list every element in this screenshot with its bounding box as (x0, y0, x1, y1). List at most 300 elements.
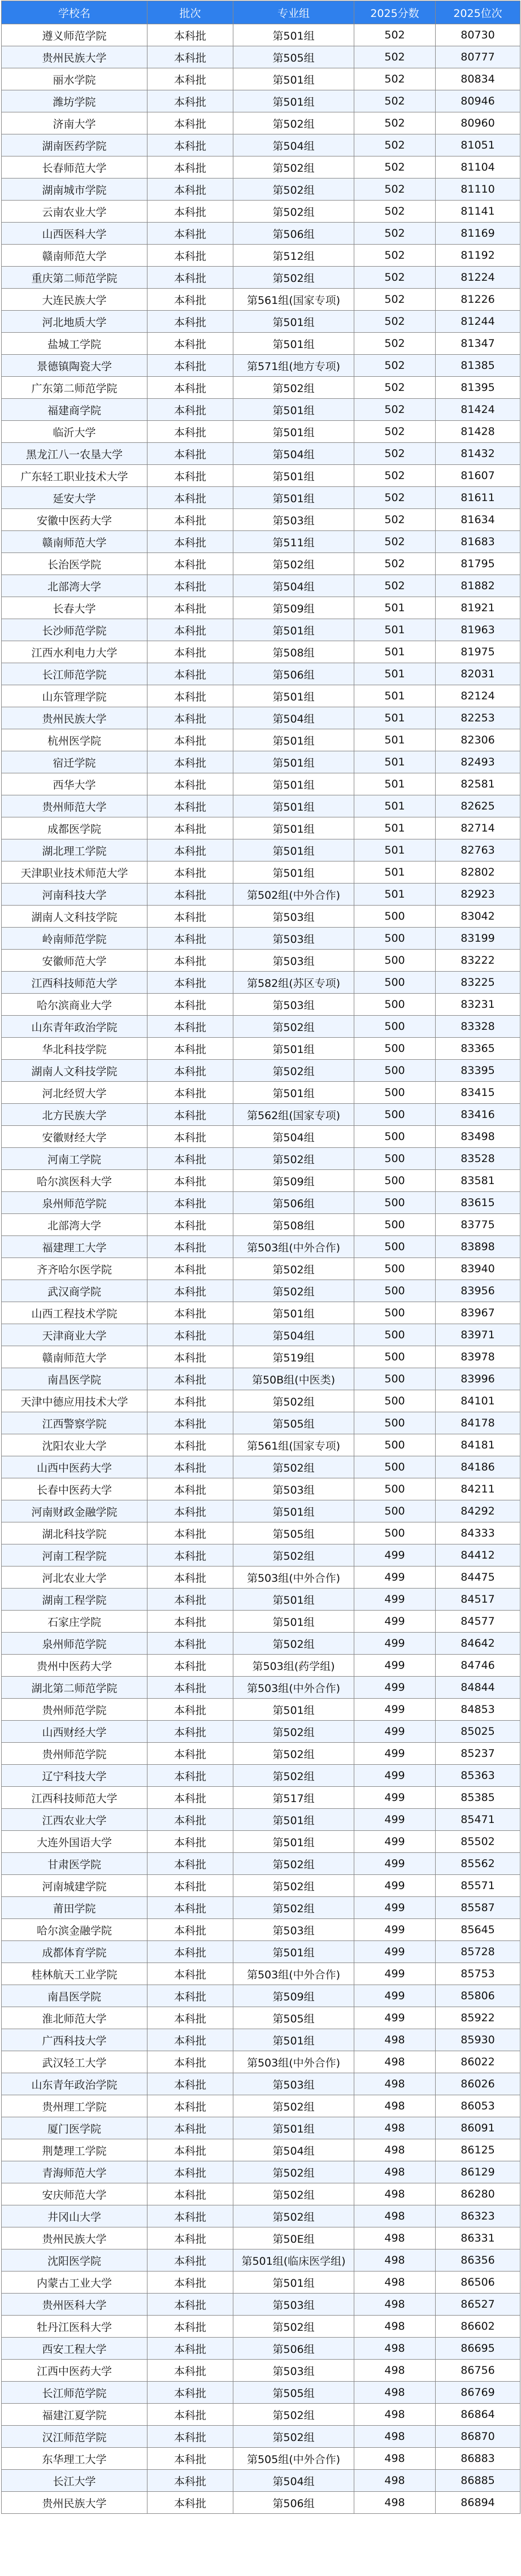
table-row (2, 773, 520, 795)
major-group-cell: 第503组 (233, 994, 354, 1016)
batch-cell: 本科批 (147, 906, 233, 928)
school-name-cell: 临沂大学 (2, 421, 147, 443)
score-cell: 502 (354, 112, 436, 134)
major-group-cell: 第501组 (233, 311, 354, 333)
batch-cell: 本科批 (147, 2272, 233, 2294)
rank-cell: 81141 (436, 201, 520, 223)
school-name-cell: 广西科技大学 (2, 2029, 147, 2051)
school-name-cell: 荆楚理工学院 (2, 2139, 147, 2161)
school-name-cell: 遵义师范学院 (2, 24, 147, 46)
table-row (2, 2382, 520, 2404)
batch-cell: 本科批 (147, 421, 233, 443)
batch-cell: 本科批 (147, 399, 233, 421)
school-name-cell: 江西科技师范大学 (2, 972, 147, 994)
major-group-cell: 第504组 (233, 575, 354, 597)
batch-cell: 本科批 (147, 1853, 233, 1875)
major-group-cell: 第502组 (233, 1148, 354, 1170)
batch-cell: 本科批 (147, 751, 233, 773)
rank-cell: 82923 (436, 884, 520, 906)
rank-cell: 86885 (436, 2470, 520, 2492)
score-cell: 498 (354, 2073, 436, 2095)
major-group-cell: 第502组 (233, 2316, 354, 2338)
table-row (2, 1368, 520, 1390)
table-row (2, 1809, 520, 1831)
school-name-cell: 长江师范学院 (2, 663, 147, 685)
table-row (2, 1699, 520, 1721)
score-cell: 500 (354, 1170, 436, 1192)
batch-cell: 本科批 (147, 1258, 233, 1280)
table-row (2, 465, 520, 487)
major-group-cell: 第501组 (233, 487, 354, 509)
table-row (2, 928, 520, 950)
rank-cell: 85806 (436, 1985, 520, 2007)
rank-cell: 82763 (436, 839, 520, 861)
major-group-cell: 第501组 (233, 817, 354, 839)
major-group-cell: 第502组 (233, 112, 354, 134)
batch-cell: 本科批 (147, 2205, 233, 2227)
major-group-cell: 第503组 (233, 906, 354, 928)
major-group-cell: 第502组 (233, 1280, 354, 1302)
school-name-cell: 岭南师范学院 (2, 928, 147, 950)
batch-cell: 本科批 (147, 553, 233, 575)
batch-cell: 本科批 (147, 333, 233, 355)
table-row (2, 1677, 520, 1699)
batch-cell: 本科批 (147, 112, 233, 134)
batch-cell: 本科批 (147, 1567, 233, 1589)
rank-cell: 82124 (436, 685, 520, 707)
school-name-cell: 厦门医学院 (2, 2117, 147, 2139)
batch-cell: 本科批 (147, 773, 233, 795)
rank-cell: 84412 (436, 1544, 520, 1567)
major-group-cell: 第505组 (233, 2007, 354, 2029)
rank-cell: 81051 (436, 134, 520, 156)
major-group-cell: 第501组 (233, 1082, 354, 1104)
table-row (2, 1082, 520, 1104)
table-row (2, 2492, 520, 2514)
table-row (2, 1038, 520, 1060)
batch-cell: 本科批 (147, 1302, 233, 1324)
batch-cell: 本科批 (147, 465, 233, 487)
score-cell: 500 (354, 1236, 436, 1258)
score-cell: 500 (354, 1214, 436, 1236)
rank-cell: 84475 (436, 1567, 520, 1589)
table-row (2, 443, 520, 465)
school-name-cell: 丽水学院 (2, 68, 147, 90)
rank-cell: 82714 (436, 817, 520, 839)
school-name-cell: 山东青年政治学院 (2, 2073, 147, 2095)
table-row (2, 223, 520, 245)
school-name-cell: 哈尔滨金融学院 (2, 1919, 147, 1941)
table-row (2, 2029, 520, 2051)
school-name-cell: 重庆第二师范学院 (2, 267, 147, 289)
school-name-cell: 长沙师范学院 (2, 619, 147, 641)
major-group-cell: 第503组(中外合作) (233, 1567, 354, 1589)
major-group-cell: 第503组(中外合作) (233, 1677, 354, 1699)
rank-cell: 85025 (436, 1721, 520, 1743)
batch-cell: 本科批 (147, 289, 233, 311)
table-row (2, 663, 520, 685)
table-row (2, 597, 520, 619)
major-group-cell: 第561组(国家专项) (233, 1434, 354, 1456)
score-cell: 502 (354, 156, 436, 179)
batch-cell: 本科批 (147, 575, 233, 597)
header-school: 学校名 (2, 1, 147, 24)
rank-cell: 84333 (436, 1522, 520, 1544)
school-name-cell: 北方民族大学 (2, 1104, 147, 1126)
school-name-cell: 河北农业大学 (2, 1567, 147, 1589)
school-name-cell: 长春中医药大学 (2, 1478, 147, 1500)
school-name-cell: 山东管理学院 (2, 685, 147, 707)
score-cell: 499 (354, 1919, 436, 1941)
major-group-cell: 第502组 (233, 179, 354, 201)
school-name-cell: 贵州师范大学 (2, 795, 147, 817)
score-cell: 501 (354, 817, 436, 839)
rank-cell: 86022 (436, 2051, 520, 2073)
score-cell: 500 (354, 1302, 436, 1324)
major-group-cell: 第501组 (233, 619, 354, 641)
major-group-cell: 第502组 (233, 1875, 354, 1897)
school-name-cell: 甘肃医学院 (2, 1853, 147, 1875)
score-cell: 499 (354, 1633, 436, 1655)
major-group-cell: 第506组 (233, 663, 354, 685)
rank-cell: 80834 (436, 68, 520, 90)
rank-cell: 83967 (436, 1302, 520, 1324)
major-group-cell: 第505组(中外合作) (233, 2448, 354, 2470)
table-row (2, 707, 520, 729)
table-row (2, 1346, 520, 1368)
major-group-cell: 第50E组 (233, 2227, 354, 2249)
school-name-cell: 牡丹江医科大学 (2, 2316, 147, 2338)
score-cell: 502 (354, 575, 436, 597)
major-group-cell: 第508组 (233, 1214, 354, 1236)
school-name-cell: 贵州理工学院 (2, 2095, 147, 2117)
school-name-cell: 山西财经大学 (2, 1721, 147, 1743)
score-cell: 502 (354, 223, 436, 245)
score-cell: 498 (354, 2294, 436, 2316)
school-name-cell: 河南财政金融学院 (2, 1500, 147, 1522)
score-cell: 499 (354, 1677, 436, 1699)
table-row (2, 1148, 520, 1170)
table-row (2, 1060, 520, 1082)
rank-cell: 83940 (436, 1258, 520, 1280)
score-cell: 502 (354, 134, 436, 156)
rank-cell: 83222 (436, 950, 520, 972)
table-row (2, 1919, 520, 1941)
school-name-cell: 内蒙古工业大学 (2, 2272, 147, 2294)
rank-cell: 85922 (436, 2007, 520, 2029)
score-cell: 498 (354, 2426, 436, 2448)
rank-cell: 81169 (436, 223, 520, 245)
score-cell: 500 (354, 1060, 436, 1082)
school-name-cell: 长江大学 (2, 2470, 147, 2492)
score-cell: 500 (354, 928, 436, 950)
score-cell: 498 (354, 2382, 436, 2404)
batch-cell: 本科批 (147, 68, 233, 90)
score-cell: 499 (354, 1611, 436, 1633)
batch-cell: 本科批 (147, 1897, 233, 1919)
score-cell: 501 (354, 729, 436, 751)
school-name-cell: 贵州医科大学 (2, 2294, 147, 2316)
header-score: 2025分数 (354, 1, 436, 24)
batch-cell: 本科批 (147, 245, 233, 267)
table-row (2, 1104, 520, 1126)
score-cell: 500 (354, 1346, 436, 1368)
score-cell: 500 (354, 1434, 436, 1456)
school-name-cell: 江西中医药大学 (2, 2360, 147, 2382)
score-cell: 502 (354, 201, 436, 223)
score-cell: 499 (354, 1655, 436, 1677)
table-row (2, 46, 520, 68)
score-cell: 500 (354, 1478, 436, 1500)
rank-cell: 81921 (436, 597, 520, 619)
school-name-cell: 贵州民族大学 (2, 707, 147, 729)
rank-cell: 80946 (436, 90, 520, 112)
major-group-cell: 第561组(国家专项) (233, 289, 354, 311)
rank-cell: 86870 (436, 2426, 520, 2448)
rank-cell: 85645 (436, 1919, 520, 1941)
rank-cell: 81424 (436, 399, 520, 421)
major-group-cell: 第503组 (233, 509, 354, 531)
major-group-cell: 第502组 (233, 156, 354, 179)
score-cell: 500 (354, 906, 436, 928)
score-cell: 502 (354, 509, 436, 531)
school-name-cell: 长江师范学院 (2, 2382, 147, 2404)
table-row (2, 1633, 520, 1655)
table-row (2, 1522, 520, 1544)
score-cell: 500 (354, 1390, 436, 1412)
batch-cell: 本科批 (147, 1192, 233, 1214)
batch-cell: 本科批 (147, 1082, 233, 1104)
rank-cell: 86864 (436, 2404, 520, 2426)
rank-cell: 83498 (436, 1126, 520, 1148)
score-cell: 501 (354, 663, 436, 685)
rank-cell: 81244 (436, 311, 520, 333)
score-cell: 498 (354, 2051, 436, 2073)
rank-cell: 83978 (436, 1346, 520, 1368)
rank-cell: 83581 (436, 1170, 520, 1192)
table-row (2, 1853, 520, 1875)
major-group-cell: 第501组 (233, 421, 354, 443)
table-header (2, 1, 520, 24)
batch-cell: 本科批 (147, 1060, 233, 1082)
major-group-cell: 第505组 (233, 1522, 354, 1544)
table-row (2, 2183, 520, 2205)
score-cell: 502 (354, 311, 436, 333)
batch-cell: 本科批 (147, 1126, 233, 1148)
score-cell: 499 (354, 2007, 436, 2029)
school-name-cell: 西安工程大学 (2, 2338, 147, 2360)
school-name-cell: 莆田学院 (2, 1897, 147, 1919)
score-cell: 498 (354, 2404, 436, 2426)
major-group-cell: 第502组 (233, 1721, 354, 1743)
score-cell: 502 (354, 421, 436, 443)
batch-cell: 本科批 (147, 443, 233, 465)
table-row (2, 2161, 520, 2183)
major-group-cell: 第511组 (233, 531, 354, 553)
major-group-cell: 第502组 (233, 2426, 354, 2448)
school-name-cell: 汉江师范学院 (2, 2426, 147, 2448)
score-cell: 498 (354, 2338, 436, 2360)
score-cell: 500 (354, 1104, 436, 1126)
score-cell: 499 (354, 1765, 436, 1787)
table-row (2, 355, 520, 377)
score-cell: 500 (354, 972, 436, 994)
score-cell: 498 (354, 2117, 436, 2139)
table-row (2, 884, 520, 906)
major-group-cell: 第501组 (233, 795, 354, 817)
table-row (2, 24, 520, 46)
table-row (2, 509, 520, 531)
school-name-cell: 贵州师范学院 (2, 1699, 147, 1721)
rank-cell: 83395 (436, 1060, 520, 1082)
score-cell: 501 (354, 773, 436, 795)
major-group-cell: 第506组 (233, 2338, 354, 2360)
table-row (2, 641, 520, 663)
table-row (2, 2448, 520, 2470)
score-cell: 498 (354, 2470, 436, 2492)
table-body (2, 24, 520, 2514)
table-row (2, 487, 520, 509)
major-group-cell: 第501组(临床医学组) (233, 2249, 354, 2272)
table-row (2, 619, 520, 641)
table-row (2, 2007, 520, 2029)
major-group-cell: 第501组 (233, 861, 354, 884)
rank-cell: 81611 (436, 487, 520, 509)
school-name-cell: 东华理工大学 (2, 2448, 147, 2470)
batch-cell: 本科批 (147, 2117, 233, 2139)
rank-cell: 81104 (436, 156, 520, 179)
batch-cell: 本科批 (147, 1677, 233, 1699)
rank-cell: 85753 (436, 1963, 520, 1985)
score-cell: 498 (354, 2316, 436, 2338)
score-cell: 500 (354, 1016, 436, 1038)
table-row (2, 1655, 520, 1677)
batch-cell: 本科批 (147, 1611, 233, 1633)
major-group-cell: 第502组 (233, 377, 354, 399)
major-group-cell: 第50B组(中医类) (233, 1368, 354, 1390)
rank-cell: 84517 (436, 1589, 520, 1611)
batch-cell: 本科批 (147, 487, 233, 509)
table-row (2, 1721, 520, 1743)
rank-cell: 85728 (436, 1941, 520, 1963)
major-group-cell: 第502组(中外合作) (233, 884, 354, 906)
batch-cell: 本科批 (147, 1434, 233, 1456)
school-name-cell: 贵州中医药大学 (2, 1655, 147, 1677)
school-name-cell: 湖北第二师范学院 (2, 1677, 147, 1699)
table-row (2, 1236, 520, 1258)
table-row (2, 68, 520, 90)
batch-cell: 本科批 (147, 2139, 233, 2161)
major-group-cell: 第502组 (233, 2161, 354, 2183)
batch-cell: 本科批 (147, 928, 233, 950)
rank-cell: 80960 (436, 112, 520, 134)
school-name-cell: 齐齐哈尔医学院 (2, 1258, 147, 1280)
table-row (2, 2316, 520, 2338)
rank-cell: 84186 (436, 1456, 520, 1478)
rank-cell: 82581 (436, 773, 520, 795)
school-name-cell: 天津职业技术师范大学 (2, 861, 147, 884)
rank-cell: 84577 (436, 1611, 520, 1633)
batch-cell: 本科批 (147, 1875, 233, 1897)
table-row (2, 906, 520, 928)
rank-cell: 81683 (436, 531, 520, 553)
school-name-cell: 贵州民族大学 (2, 2492, 147, 2514)
rank-cell: 84101 (436, 1390, 520, 1412)
major-group-cell: 第501组 (233, 333, 354, 355)
table-row (2, 1302, 520, 1324)
major-group-cell: 第501组 (233, 1831, 354, 1853)
major-group-cell: 第502组 (233, 1016, 354, 1038)
major-group-cell: 第502组 (233, 1853, 354, 1875)
score-cell: 499 (354, 1787, 436, 1809)
score-cell: 500 (354, 1148, 436, 1170)
school-name-cell: 成都体育学院 (2, 1941, 147, 1963)
batch-cell: 本科批 (147, 1831, 233, 1853)
header-rank: 2025位次 (436, 1, 520, 24)
rank-cell: 82253 (436, 707, 520, 729)
score-cell: 500 (354, 1126, 436, 1148)
rank-cell: 85385 (436, 1787, 520, 1809)
batch-cell: 本科批 (147, 685, 233, 707)
batch-cell: 本科批 (147, 223, 233, 245)
rank-cell: 86091 (436, 2117, 520, 2139)
batch-cell: 本科批 (147, 1280, 233, 1302)
table-row (2, 2073, 520, 2095)
batch-cell: 本科批 (147, 2095, 233, 2117)
table-row (2, 1567, 520, 1589)
batch-cell: 本科批 (147, 1148, 233, 1170)
batch-cell: 本科批 (147, 994, 233, 1016)
score-cell: 499 (354, 1544, 436, 1567)
score-cell: 500 (354, 1500, 436, 1522)
score-cell: 502 (354, 179, 436, 201)
school-name-cell: 安庆师范大学 (2, 2183, 147, 2205)
score-cell: 498 (354, 2360, 436, 2382)
score-cell: 501 (354, 884, 436, 906)
school-name-cell: 石家庄学院 (2, 1611, 147, 1633)
major-group-cell: 第501组 (233, 1809, 354, 1831)
school-name-cell: 江西科技师范大学 (2, 1787, 147, 1809)
major-group-cell: 第505组 (233, 46, 354, 68)
rank-cell: 84211 (436, 1478, 520, 1500)
rank-cell: 81634 (436, 509, 520, 531)
major-group-cell: 第509组 (233, 1985, 354, 2007)
score-cell: 499 (354, 1721, 436, 1743)
batch-cell: 本科批 (147, 2382, 233, 2404)
batch-cell: 本科批 (147, 707, 233, 729)
score-cell: 500 (354, 1192, 436, 1214)
batch-cell: 本科批 (147, 641, 233, 663)
school-name-cell: 大连民族大学 (2, 289, 147, 311)
major-group-cell: 第562组(国家专项) (233, 1104, 354, 1126)
rank-cell: 83775 (436, 1214, 520, 1236)
major-group-cell: 第509组 (233, 1170, 354, 1192)
major-group-cell: 第501组 (233, 2029, 354, 2051)
table-row (2, 1280, 520, 1302)
score-cell: 498 (354, 2095, 436, 2117)
school-name-cell: 安徽师范大学 (2, 950, 147, 972)
school-name-cell: 贵州民族大学 (2, 2227, 147, 2249)
admission-score-table (1, 1, 520, 2514)
table-row (2, 2227, 520, 2249)
rank-cell: 80777 (436, 46, 520, 68)
major-group-cell: 第503组(中外合作) (233, 1236, 354, 1258)
batch-cell: 本科批 (147, 1919, 233, 1941)
major-group-cell: 第501组 (233, 1611, 354, 1633)
major-group-cell: 第503组 (233, 2360, 354, 2382)
school-name-cell: 山西医科大学 (2, 223, 147, 245)
score-cell: 502 (354, 355, 436, 377)
